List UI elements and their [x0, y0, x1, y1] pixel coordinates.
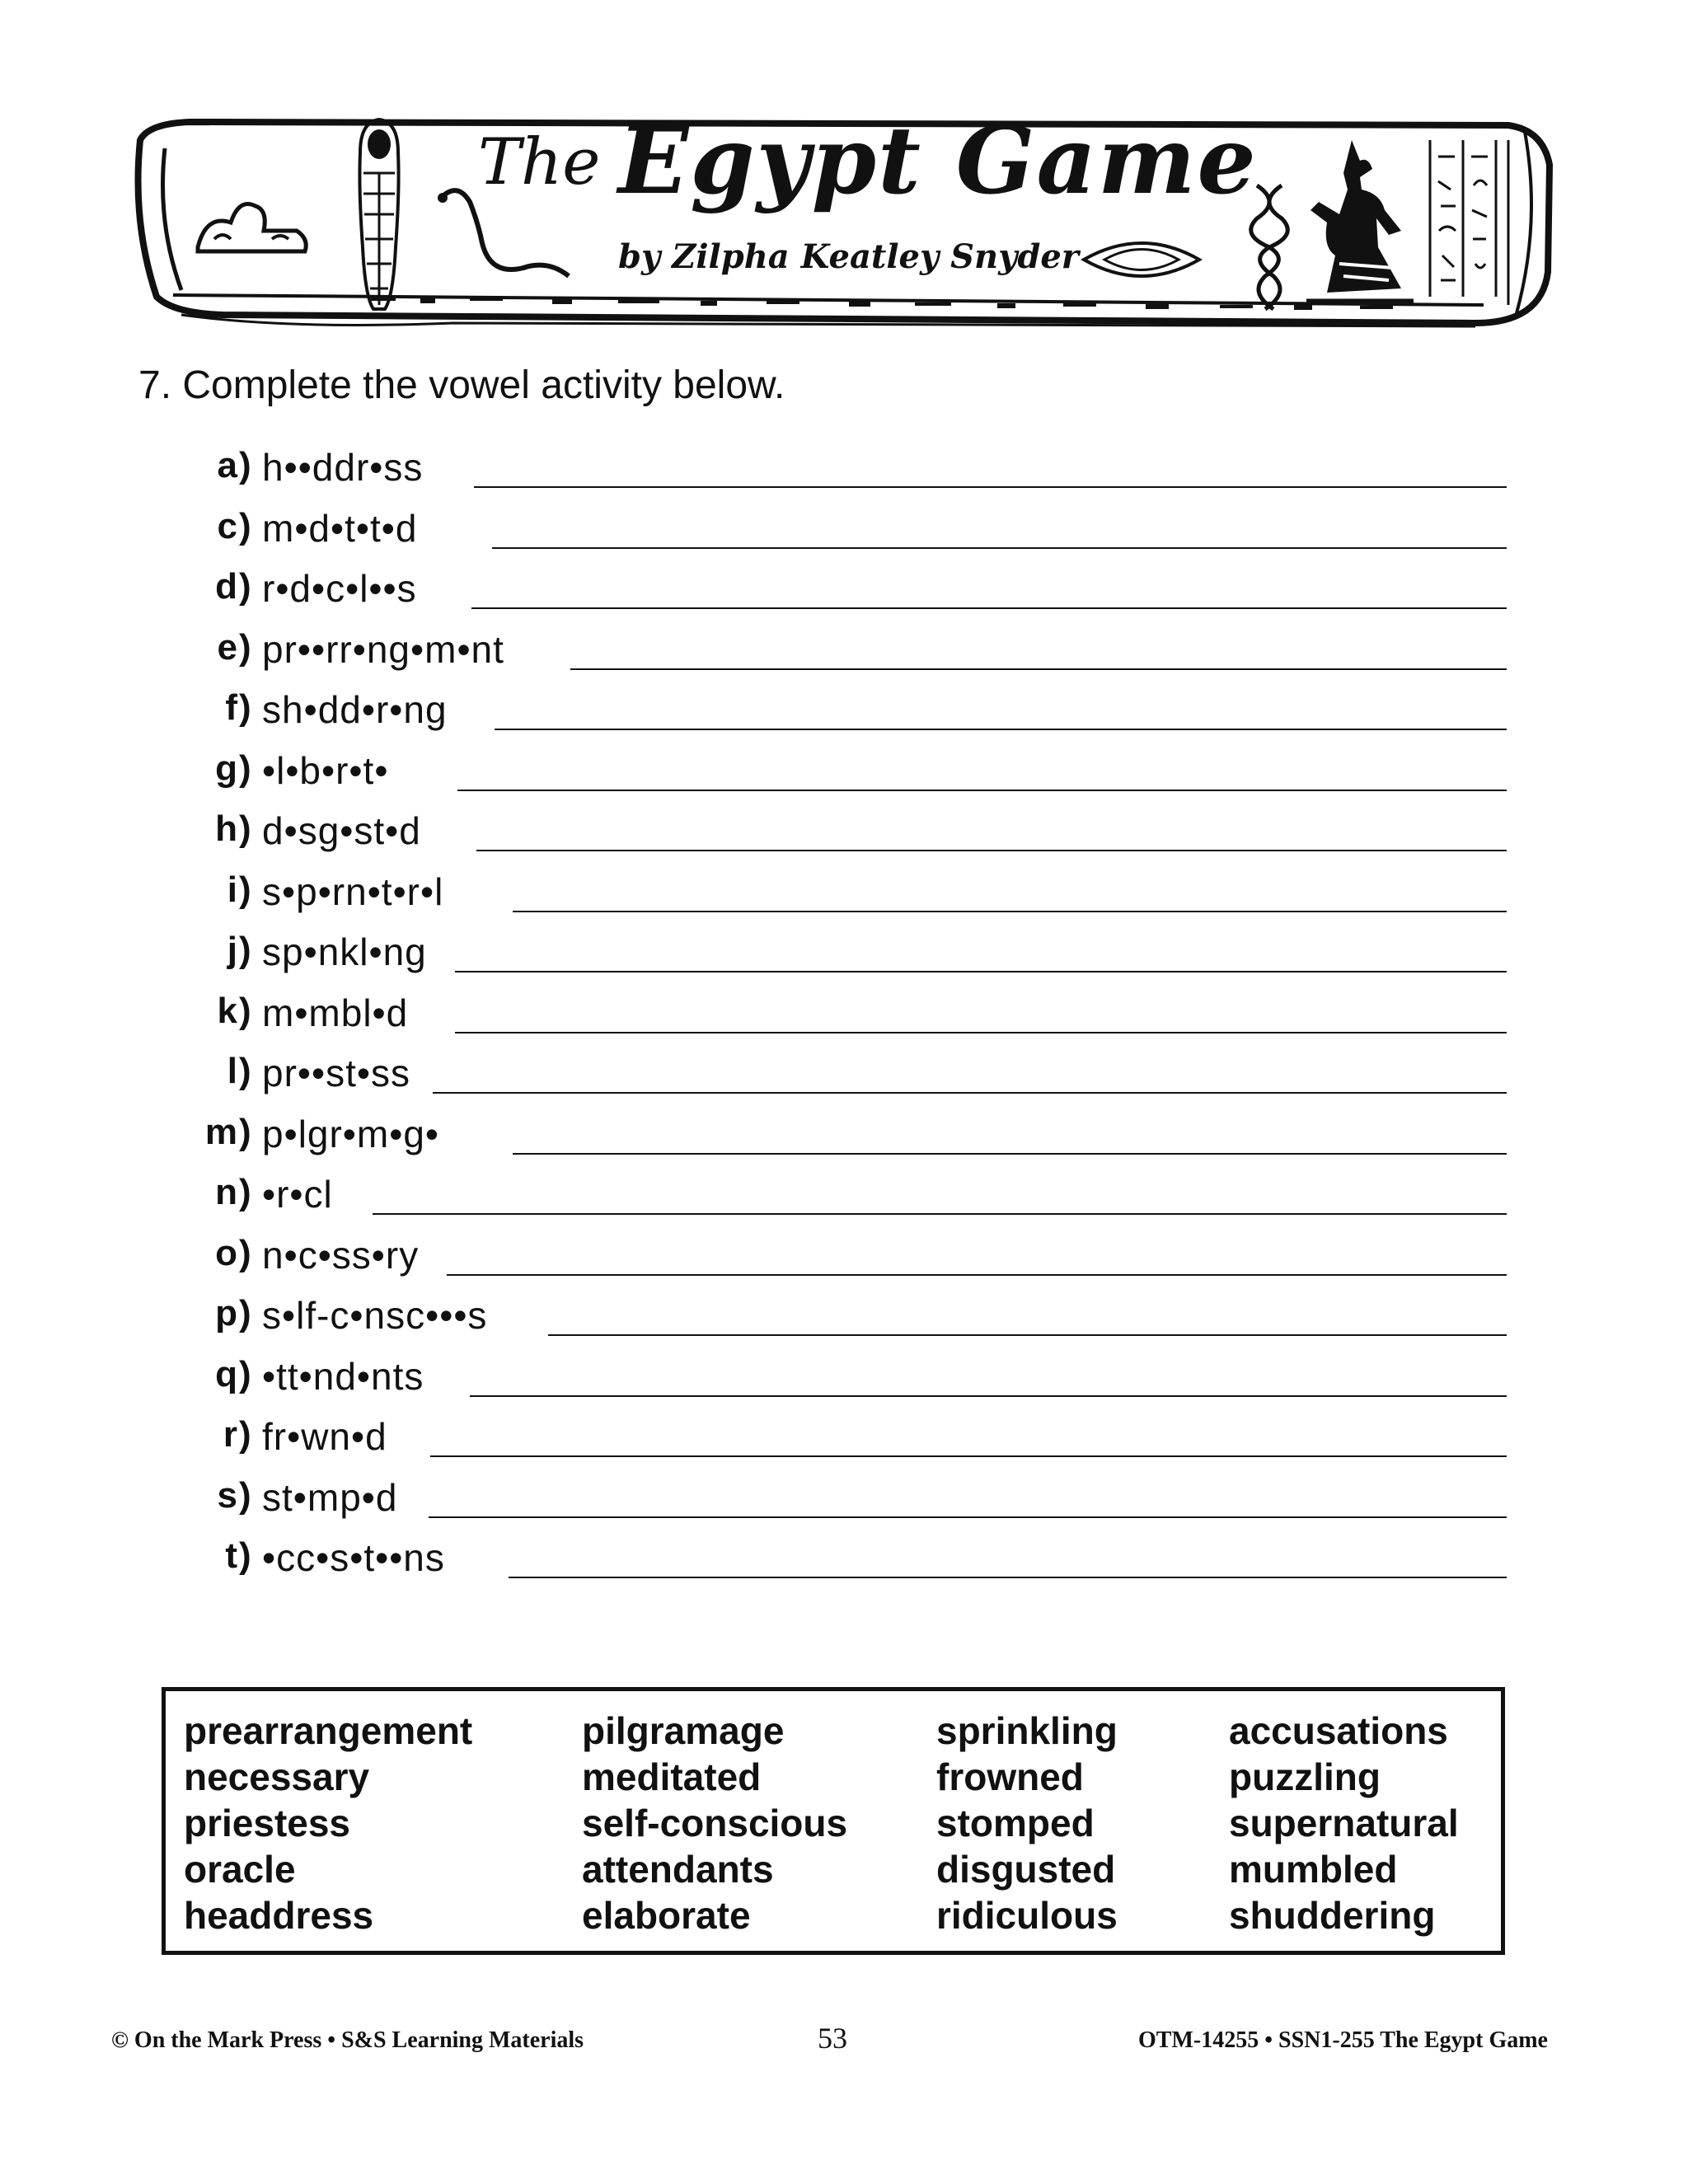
item-letter: o — [215, 1232, 237, 1273]
item-puzzle-word: •cc•s•t••ns — [262, 1536, 445, 1579]
item-puzzle-word: •tt•nd•nts — [262, 1354, 424, 1398]
item-puzzle-word: •r•cl — [262, 1173, 333, 1216]
word-bank-column — [184, 1708, 472, 1938]
item-letter: s — [217, 1474, 237, 1516]
page-number: 53 — [818, 2022, 847, 2055]
word-bank-word: necessary — [184, 1755, 370, 1798]
word-bank-word: priestess — [184, 1802, 351, 1844]
item-puzzle-word: m•d•t•t•d — [262, 506, 418, 550]
item-paren: ) — [239, 1353, 251, 1394]
item-letter: g — [215, 748, 237, 789]
answer-line[interactable] — [430, 1455, 1507, 1457]
item-puzzle-word: m•mbl•d — [262, 991, 409, 1034]
activity-item — [0, 1285, 1688, 1346]
item-puzzle-word: pr••st•ss — [262, 1052, 410, 1094]
item-paren: ) — [239, 687, 251, 728]
activity-item — [0, 619, 1688, 680]
activity-item — [0, 498, 1688, 559]
item-paren: ) — [239, 748, 251, 789]
answer-line[interactable] — [509, 1577, 1507, 1578]
item-puzzle-word: fr•wn•d — [262, 1415, 387, 1458]
answer-line[interactable] — [474, 486, 1507, 488]
word-bank-word: frowned — [936, 1755, 1084, 1798]
item-paren: ) — [239, 1535, 251, 1576]
anubis-icon — [1302, 132, 1418, 313]
item-puzzle-word: sp•nkl•ng — [262, 930, 427, 973]
item-letter: k — [217, 990, 237, 1031]
item-puzzle-word: st•mp•d — [262, 1475, 398, 1519]
activity-item — [0, 1406, 1688, 1467]
sphinx-icon — [190, 165, 313, 264]
answer-line[interactable] — [513, 911, 1507, 912]
answer-line[interactable] — [548, 1334, 1507, 1336]
answer-line[interactable] — [455, 971, 1507, 972]
item-letter: j — [227, 930, 237, 970]
word-bank-word: accusations — [1229, 1709, 1448, 1752]
author-byline: by Zilpha Keatley Snyder — [618, 237, 1079, 276]
item-letter: f — [225, 687, 237, 728]
word-bank-word: attendants — [582, 1848, 774, 1891]
item-letter: l — [227, 1051, 237, 1091]
item-paren: ) — [239, 1172, 251, 1212]
item-paren: ) — [239, 1111, 251, 1152]
item-paren: ) — [239, 1293, 251, 1333]
word-bank-column — [1229, 1708, 1459, 1938]
answer-line[interactable] — [476, 850, 1507, 851]
answer-line[interactable] — [455, 1032, 1507, 1033]
answer-line[interactable] — [470, 1395, 1507, 1397]
item-paren: ) — [239, 626, 251, 668]
answer-line[interactable] — [492, 547, 1507, 549]
eye-shape-icon — [1080, 235, 1203, 284]
item-letter: m — [204, 1111, 237, 1152]
word-bank-word: meditated — [582, 1755, 762, 1798]
item-letter: e — [217, 626, 237, 668]
word-bank-word: oracle — [184, 1848, 296, 1891]
word-bank-word: prearrangement — [184, 1709, 473, 1752]
question-prompt: 7. Complete the vowel activity below. — [138, 363, 785, 407]
activity-item — [0, 921, 1688, 982]
word-bank-word: elaborate — [582, 1894, 751, 1937]
activity-item — [0, 800, 1688, 861]
item-puzzle-word: r•d•c•l••s — [262, 567, 417, 610]
sarcophagus-icon — [350, 115, 408, 313]
item-letter: r — [223, 1414, 237, 1455]
answer-line[interactable] — [429, 1516, 1507, 1518]
item-paren: ) — [239, 1414, 251, 1455]
word-bank-word: disgusted — [936, 1848, 1116, 1891]
item-letter: i — [227, 869, 237, 910]
answer-line[interactable] — [471, 607, 1507, 609]
activity-item — [0, 1164, 1688, 1225]
item-paren: ) — [239, 990, 251, 1031]
item-paren: ) — [239, 1051, 251, 1091]
item-paren: ) — [239, 808, 251, 849]
activity-item — [0, 1225, 1688, 1286]
title-banner — [124, 107, 1558, 338]
footer-copyright: © On the Mark Press • S&S Learning Materials — [111, 2027, 584, 2053]
answer-line[interactable] — [457, 790, 1507, 791]
word-bank-word: self-conscious — [582, 1802, 848, 1844]
word-bank-word: ridiculous — [936, 1894, 1118, 1937]
item-paren: ) — [239, 566, 251, 607]
item-letter: d — [215, 566, 237, 607]
item-puzzle-word: pr••rr•ng•m•nt — [262, 627, 504, 671]
answer-line[interactable] — [433, 1092, 1507, 1094]
item-letter: c — [217, 505, 237, 546]
word-bank — [162, 1687, 1505, 1955]
item-puzzle-word: s•p•rn•t•r•l — [262, 869, 444, 913]
item-letter: h — [215, 808, 237, 849]
activity-item — [0, 861, 1688, 922]
activity-item — [0, 1527, 1688, 1588]
title-the: The — [478, 125, 601, 199]
activity-item — [0, 437, 1688, 498]
word-bank-word: shuddering — [1229, 1894, 1436, 1937]
activity-item — [0, 1346, 1688, 1407]
word-bank-word: pilgramage — [582, 1709, 785, 1752]
word-bank-word: stomped — [936, 1802, 1095, 1844]
item-paren: ) — [239, 445, 251, 485]
activity-item — [0, 982, 1688, 1043]
item-letter: q — [215, 1353, 237, 1394]
item-puzzle-word: s•lf-c•nsc•••s — [262, 1294, 488, 1337]
item-puzzle-word: sh•dd•r•ng — [262, 688, 448, 731]
item-paren: ) — [239, 930, 251, 970]
item-letter: p — [215, 1293, 237, 1333]
item-paren: ) — [239, 1232, 251, 1273]
activity-item — [0, 740, 1688, 801]
item-paren: ) — [239, 869, 251, 910]
activity-item — [0, 1043, 1688, 1104]
item-letter: a — [217, 445, 237, 485]
item-letter: n — [215, 1172, 237, 1212]
word-bank-word: puzzling — [1229, 1755, 1381, 1798]
item-puzzle-word: p•lgr•m•g• — [262, 1112, 440, 1155]
activity-item — [0, 1104, 1688, 1165]
word-bank-word: headdress — [184, 1894, 374, 1937]
answer-line[interactable] — [495, 729, 1507, 730]
item-paren: ) — [239, 505, 251, 546]
activity-item — [0, 558, 1688, 619]
word-bank-word: mumbled — [1229, 1848, 1398, 1891]
word-bank-word: supernatural — [1229, 1802, 1459, 1844]
item-puzzle-word: d•sg•st•d — [262, 809, 421, 852]
word-bank-column — [582, 1708, 847, 1938]
item-letter: t — [225, 1535, 237, 1576]
page-title: Egypt Game — [618, 107, 1258, 215]
word-bank-word: sprinkling — [936, 1709, 1118, 1752]
footer-product-code: OTM-14255 • SSN1-255 The Egypt Game — [1138, 2027, 1548, 2053]
item-puzzle-word: •l•b•r•t• — [262, 748, 389, 792]
answer-line[interactable] — [373, 1213, 1507, 1215]
answer-line[interactable] — [447, 1274, 1507, 1276]
word-bank-column — [936, 1708, 1118, 1938]
item-puzzle-word: h••ddr•ss — [262, 446, 424, 489]
activity-item — [0, 679, 1688, 740]
item-puzzle-word: n•c•ss•ry — [262, 1233, 420, 1277]
answer-line[interactable] — [570, 668, 1507, 670]
activity-item — [0, 1467, 1688, 1528]
item-paren: ) — [239, 1474, 251, 1516]
answer-line[interactable] — [513, 1153, 1507, 1155]
